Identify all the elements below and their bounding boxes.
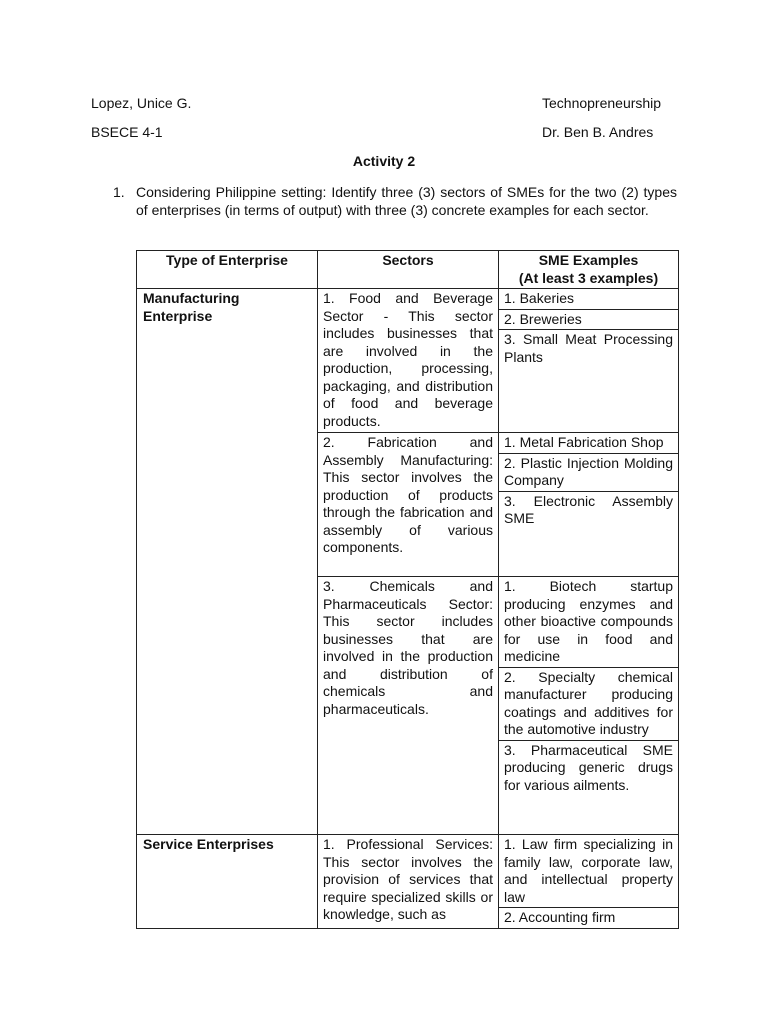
question-item: [113, 183, 677, 219]
example-item: 1. Metal Fabrication Shop: [499, 433, 678, 454]
example-item: 3. Pharmaceutical SME producing generic drugs for various ailments.: [504, 741, 673, 793]
examples-list: [499, 289, 678, 367]
activity-title: Activity 2: [352, 153, 416, 169]
sector-cell: 1. Professional Services: This sector involves the provision of services that require specialized skills or knowledge, such as: [318, 835, 499, 929]
example-item: 1. Law firm specializing in family law, corporate law, and intellectual property law: [499, 835, 678, 908]
example-item: 2. Accounting firm: [504, 909, 616, 925]
header-examples: SME Examples (At least 3 examples): [499, 251, 679, 289]
table-row: [137, 289, 679, 433]
table-header-row: [137, 251, 679, 289]
header-type: Type of Enterprise: [137, 251, 318, 289]
examples-cell: [499, 289, 679, 433]
sector-cell: 2. Fabrication and Assembly Manufacturing: This sector involves the production of products through the fabrication and assembly of various components.: [318, 433, 499, 577]
student-name: Lopez, Unice G.: [91, 95, 192, 111]
course-name: Technopreneurship: [542, 95, 662, 111]
examples-list: [499, 433, 678, 529]
examples-list: [499, 577, 678, 795]
sector-cell: 1. Food and Beverage Sector - This sector includes businesses that are involved in the production, processing, packaging, and distribution of food and beverage products.: [318, 289, 499, 433]
example-item: 2. Specialty chemical manufacturer producing coatings and additives for the automotive industry: [499, 668, 678, 741]
example-item: 3. Electronic Assembly SME: [504, 492, 673, 526]
sector-cell: 3. Chemicals and Pharmaceuticals Sector: This sector includes businesses that are involved in the production and distribution of chemicals and pharmaceuticals.: [318, 577, 499, 835]
examples-cell: [499, 577, 679, 835]
examples-cell: [499, 433, 679, 577]
header-sectors: Sectors: [318, 251, 499, 289]
enterprise-type-cell: Service Enterprises: [137, 835, 318, 929]
question-number: 1.: [113, 184, 125, 200]
example-item: 1. Bakeries: [499, 289, 678, 310]
professor-name: Dr. Ben B. Andres: [542, 124, 654, 140]
question-text: Considering Philippine setting: Identify three (3) sectors of SMEs for the two (2) types of enterprises (in terms of output) with three (3) concrete examples for each sector.: [136, 184, 677, 218]
student-section: BSECE 4-1: [91, 124, 163, 140]
table-row: [137, 835, 679, 929]
sme-table: [136, 250, 679, 929]
enterprise-type-cell: Manufacturing Enterprise: [137, 289, 318, 835]
example-item: 1. Biotech startup producing enzymes and other bioactive compounds for use in food and medicine: [499, 577, 678, 668]
example-item: 2. Plastic Injection Molding Company: [499, 454, 678, 492]
examples-list: [499, 835, 678, 928]
example-item: 2. Breweries: [499, 310, 678, 331]
example-item: 3. Small Meat Processing Plants: [504, 331, 673, 365]
examples-cell: [499, 835, 679, 929]
